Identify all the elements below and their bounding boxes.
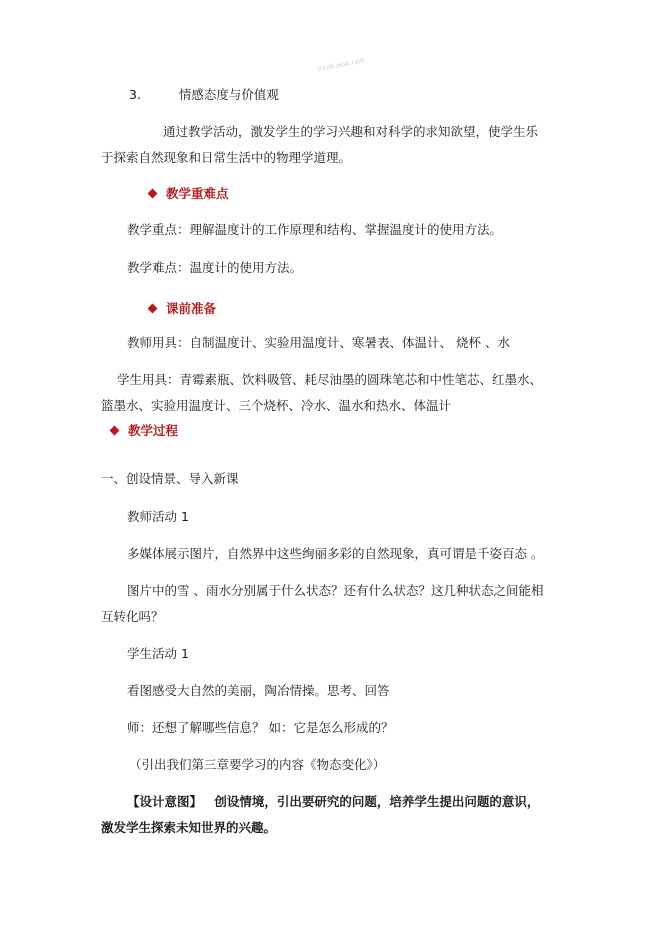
heading-preparation — [149, 301, 216, 317]
heading-process-text: 教学过程 — [128, 423, 179, 438]
student-tools-line-2: 篮墨水、实验用温度计、三个烧杯、冷水、温水和热水、体温计 — [101, 398, 452, 413]
chapter-intro: （引出我们第三章要学习的内容《物态变化》） — [129, 757, 386, 772]
teacher-question: 师：还想了解哪些信息？ 如：它是怎么形成的？ — [127, 720, 394, 735]
watermark: 学科网 zxxk.com — [316, 57, 365, 74]
student-tools-line-1: 学生用具：青霉素瓶、饮料吸管、耗尽油墨的圆珠笔芯和中性笔芯、红墨水、 — [117, 372, 543, 387]
question-line-2: 互转化吗？ — [101, 609, 164, 624]
diamond-bullet-icon — [148, 189, 158, 199]
design-intent-line-1 — [127, 794, 539, 810]
student-activity-label: 学生活动 1 — [127, 646, 189, 661]
teacher-activity-text: 多媒体展示图片，自然界中这些绚丽多彩的自然现象，真可谓是千姿百态 。 — [127, 546, 544, 561]
question-line-1: 图片中的雪 、雨水分别属于什么状态？还有什么状态？这几种状态之间能相 — [127, 583, 544, 598]
section-number: 3. — [129, 87, 141, 102]
heading-key-points-text: 教学重难点 — [166, 186, 229, 201]
goal-paragraph-line-1: 通过教学活动，激发学生的学习兴趣和对科学的求知欲望，使学生乐 — [163, 124, 539, 139]
design-intent-line-2: 激发学生探索未知世界的兴趣。 — [101, 820, 277, 835]
teacher-activity-label: 教师活动 1 — [127, 509, 189, 524]
goal-paragraph-line-2: 于探索自然现象和日常生活中的物理学道理。 — [101, 150, 352, 165]
section-title: 情感态度与价值观 — [178, 87, 279, 102]
diamond-bullet-icon — [148, 304, 158, 314]
section-3-heading — [129, 87, 279, 103]
key-point: 教学重点：理解温度计的工作原理和结构、掌握温度计的使用方法。 — [127, 222, 503, 237]
heading-key-points — [149, 186, 229, 202]
student-activity-text: 看图感受大自然的美丽，陶冶情操。思考、回答 — [127, 683, 390, 698]
part-1-title: 一、创设情景、导入新课 — [101, 471, 239, 486]
diamond-bullet-icon — [110, 426, 120, 436]
design-intent-text-1: 创设情境，引出要研究的问题，培养学生提出问题的意识， — [214, 794, 540, 809]
heading-process — [111, 423, 178, 439]
heading-preparation-text: 课前准备 — [166, 301, 217, 316]
design-intent-label: 【设计意图】 — [127, 794, 203, 809]
difficult-point: 教学难点：温度计的使用方法。 — [127, 260, 303, 275]
teacher-tools: 教师用具：自制温度计、实验用温度计、寒暑表、体温计、 烧杯 、水 — [127, 335, 510, 350]
